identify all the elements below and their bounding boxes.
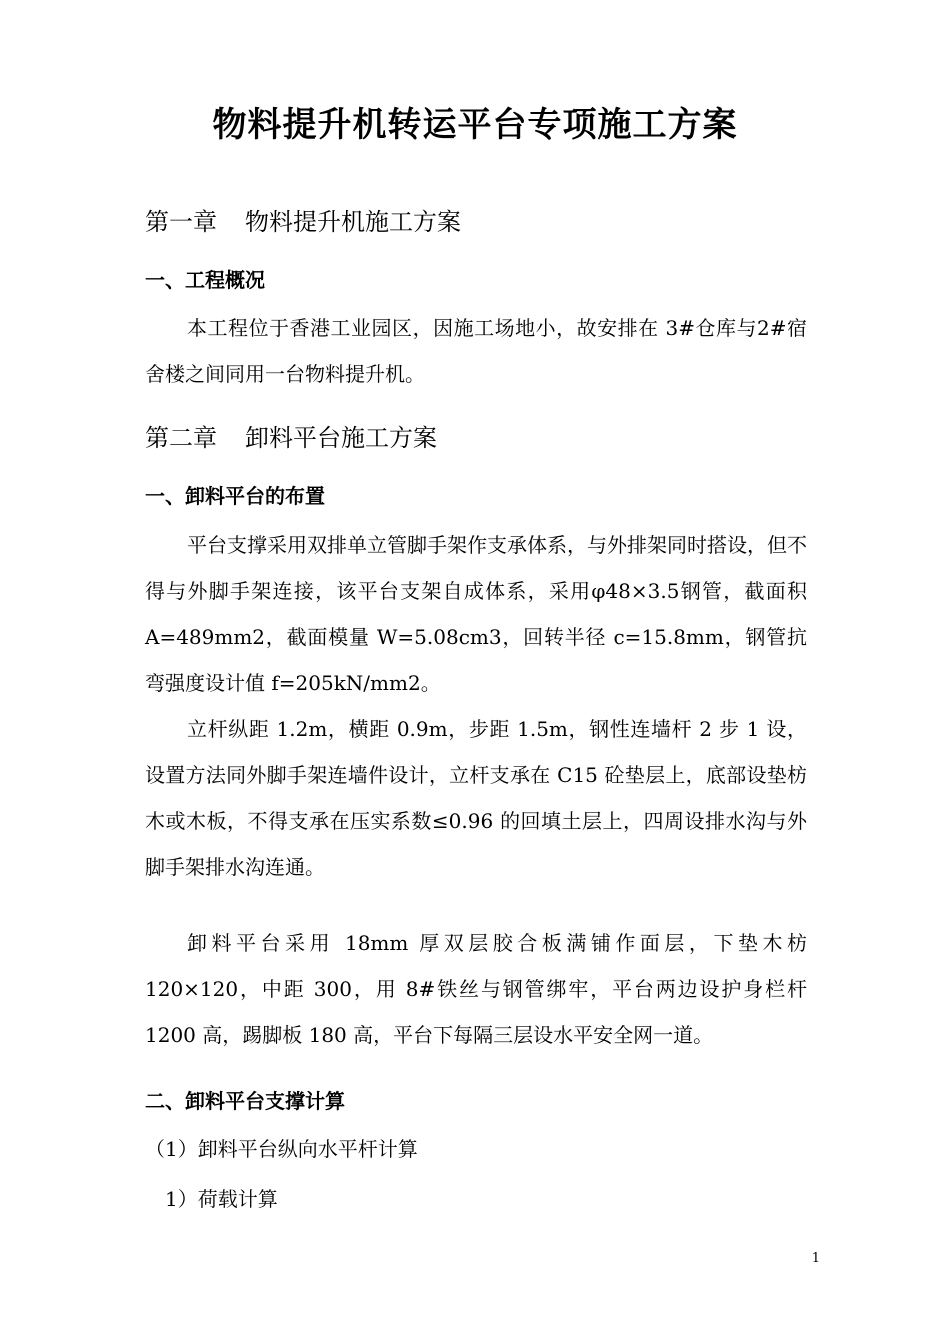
- chapter-1-title: 物料提升机施工方案: [245, 208, 461, 236]
- paragraph-pole-spacing: 立杆纵距 1.2m，横距 0.9m，步距 1.5m，钢性连墙杆 2 步 1 设，设置方法同外脚手架连墙件设计，立杆支承在 C15 砼垫层上，底部设垫枋木或木板，不得支承在压实系数≤0.96 的回填土层上，四周设排水沟与外脚手架排水沟连通。: [145, 717, 807, 879]
- paragraph-project-overview: 本工程位于香港工业园区，因施工场地小，故安排在 3#仓库与2#宿舍楼之间同用一台物料提升机。: [145, 316, 807, 386]
- chapter-1-heading: [145, 204, 461, 240]
- document-title: 物料提升机转运平台专项施工方案: [212, 105, 738, 145]
- subheading-horizontal-bar-calculation: （1）卸料平台纵向水平杆计算: [145, 1137, 418, 1161]
- section-project-overview: 一、工程概况: [145, 268, 265, 292]
- section-platform-layout: 一、卸料平台的布置: [145, 484, 325, 508]
- chapter-2-number: 第二章: [145, 424, 217, 452]
- chapter-1-number: 第一章: [145, 208, 217, 236]
- paragraph-platform-deck: 卸料平台采用 18mm 厚双层胶合板满铺作面层，下垫木枋 120×120，中距 300，用 8#铁丝与钢管绑牢，平台两边设护身栏杆 1200 高，踢脚板 180 高，平台下每隔三层设水平安全网一道。: [145, 931, 807, 1047]
- chapter-2-heading: [145, 420, 437, 456]
- chapter-2-title: 卸料平台施工方案: [245, 424, 437, 452]
- page-number: 1: [811, 1251, 820, 1266]
- subheading-load-calculation: 1）荷载计算: [165, 1187, 278, 1211]
- paragraph-platform-support: 平台支撑采用双排单立管脚手架作支承体系，与外排架同时搭设，但不得与外脚手架连接，该平台支架自成体系，采用φ48×3.5钢管，截面积 A=489mm2，截面模量 W=5.08cm3，回转半径 c=15.8mm，钢管抗弯强度设计值 f=205kN/mm2。: [145, 533, 807, 695]
- section-support-calculation: 二、卸料平台支撑计算: [145, 1089, 345, 1113]
